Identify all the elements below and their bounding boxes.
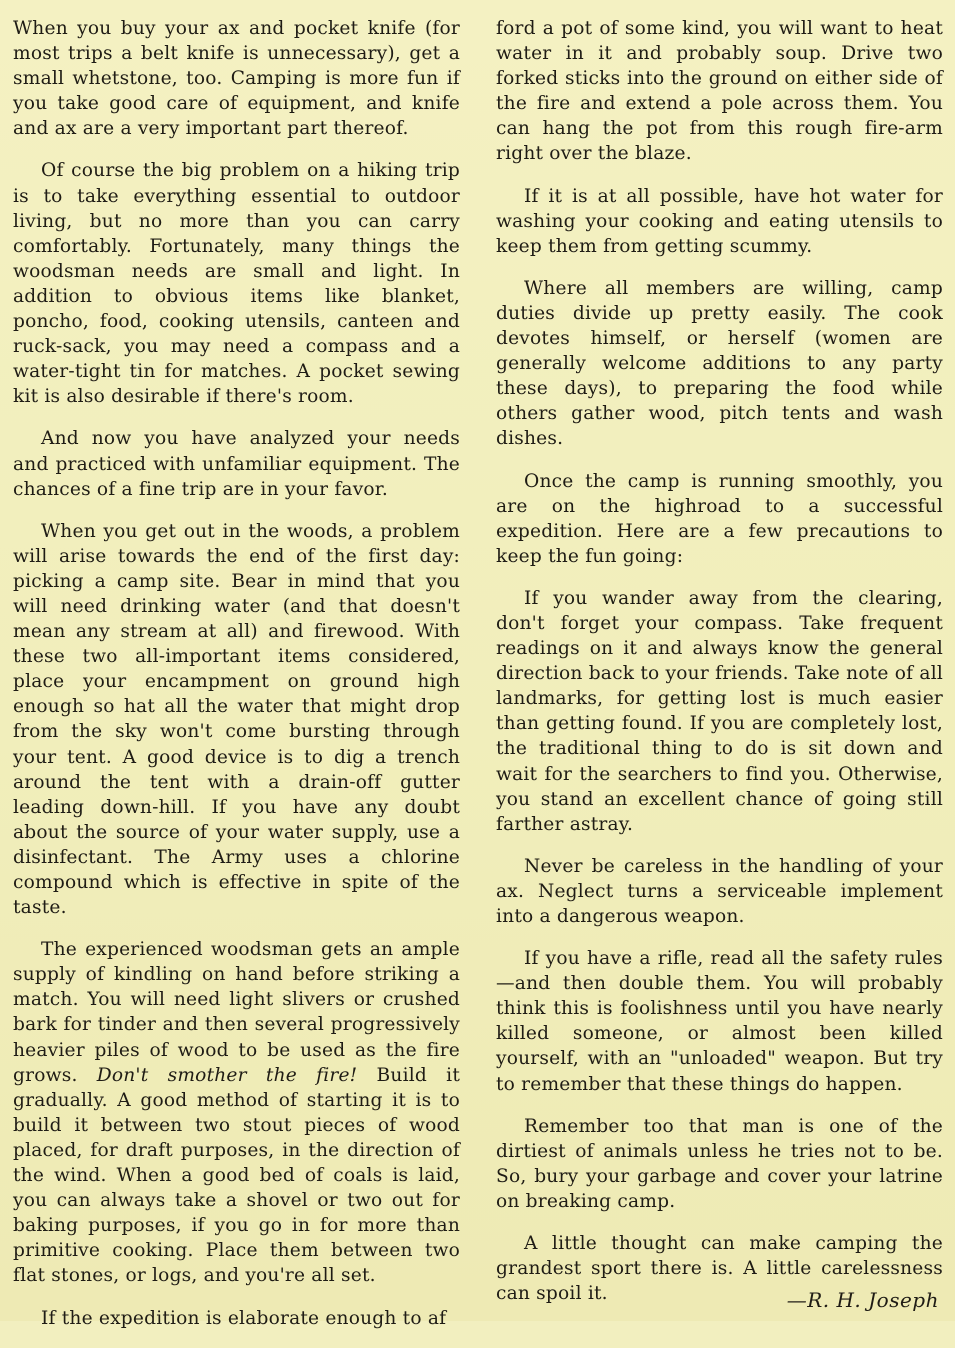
paragraph-camp-site: When you get out in the woods, a problem will arise towards the end of the first day: picking a camp site. Bear in mind that you will need drinking water (and that doesn't mean any stream at all) and firewood. With these two all-important items considered, place your encampment on ground high enough so hat all the water that might drop from the sky won't come bursting through your tent. A good device is to dig a trench around the tent with a drain-off gutter leading down-hill. If you have any doubt about the source of your water supply, use a disinfectant. The Army uses a chlorine compound which is effective in spite of the taste. [13, 520, 460, 919]
paragraph-preparation: And now you have analyzed your needs and practiced with unfamiliar equipment. The chances of a fine trip are in your favor. [13, 428, 460, 500]
paragraph-precautions-intro: Once the camp is running smoothly, you are on the highroad to a successful expedition. Here are a few precautions to keep the fun going: [496, 470, 943, 567]
paragraph-expedition-start: If the expedition is elaborate enough to af [41, 1307, 447, 1329]
paragraph-ax-safety: Never be careless in the handling of your ax. Neglect turns a serviceable implement into a dangerous weapon. [496, 855, 943, 927]
paragraph-compass: If you wander away from the clearing, don't forget your compass. Take frequent readings on it and always know the general direction back to your friends. Take note of all landmarks, for getting lost is much easier than getting found. If you are completely lost, the traditional thing to do is sit down and wait for the searchers to find you. Otherwise, you stand an excellent chance of going still farther astray. [496, 587, 943, 835]
left-column [13, 16, 460, 1348]
paragraph-hot-water: If it is at all possible, have hot water for washing your cooking and eating utensils to keep them from getting scummy. [496, 185, 943, 257]
fire-text-start: The experienced woodsman gets an ample supply of kindling on hand before striking a match. You will need light slivers or crushed bark for tinder and then several progressively heavier piles of wood to be used as the fire grows. [13, 939, 460, 1086]
author-signature: —R. H. Joseph [786, 1288, 939, 1312]
paragraph-ax-knife: When you buy your ax and pocket knife (for most trips a belt knife is unnecessary), get a small whetstone, too. Camping is more fun if you take good care of equipment, and knife and ax are a very important part thereof. [13, 18, 460, 140]
paragraph-expedition-continued: ford a pot of some kind, you will want to heat water in it and probably soup. Drive two forked sticks into the ground on either side of the fire and extend a pole across them. You can hang the pot from this rough fire-arm right over the blaze. [496, 18, 943, 165]
fire-text-end: Build it gradually. A good method of starting it is to build it between two stout pieces of wood placed, for draft purposes, in the direction of the wind. When a good bed of coals is laid, you can always take a shovel or two out for baking purposes, if you go in for more than primitive cooking. Place them between two flat stones, or logs, and you're all set. [13, 1064, 460, 1287]
paragraph-fire-building [13, 937, 460, 1288]
paragraph-conclusion: A little thought can make camping the grandest sport there is. A little carelessness can spoil it. [496, 1233, 943, 1305]
paragraph-garbage: Remember too that man is one of the dirtiest of animals unless he tries not to be. So, bury your garbage and cover your latrine on breaking camp. [496, 1115, 943, 1212]
fire-warning-italic: Don't smother the fire! [96, 1064, 358, 1086]
paragraph-camp-duties: Where all members are willing, camp duties divide up pretty easily. The cook devotes himself, or herself (women are generally welcome additions to any party these days), to preparing the food while others gather wood, pitch tents and wash dishes. [496, 277, 943, 450]
paragraph-packing: Of course the big problem on a hiking trip is to take everything essential to outdoor living, but no more than you can carry comfortably. Fortunately, many things the woodsman needs are small and light. In addition to obvious items like blanket, poncho, food, cooking utensils, canteen and ruck-sack, you may need a compass and a water-tight tin for matches. A pocket sewing kit is also desirable if there's room. [13, 160, 460, 408]
paragraph-rifle-safety: If you have a rifle, read all the safety rules —and then double them. You will probably think this is foolishness until you have nearly killed someone, or almost been killed yourself, with an "unloaded" weapon. But try to remember that these things do happen. [496, 948, 943, 1095]
right-column [496, 16, 943, 1323]
